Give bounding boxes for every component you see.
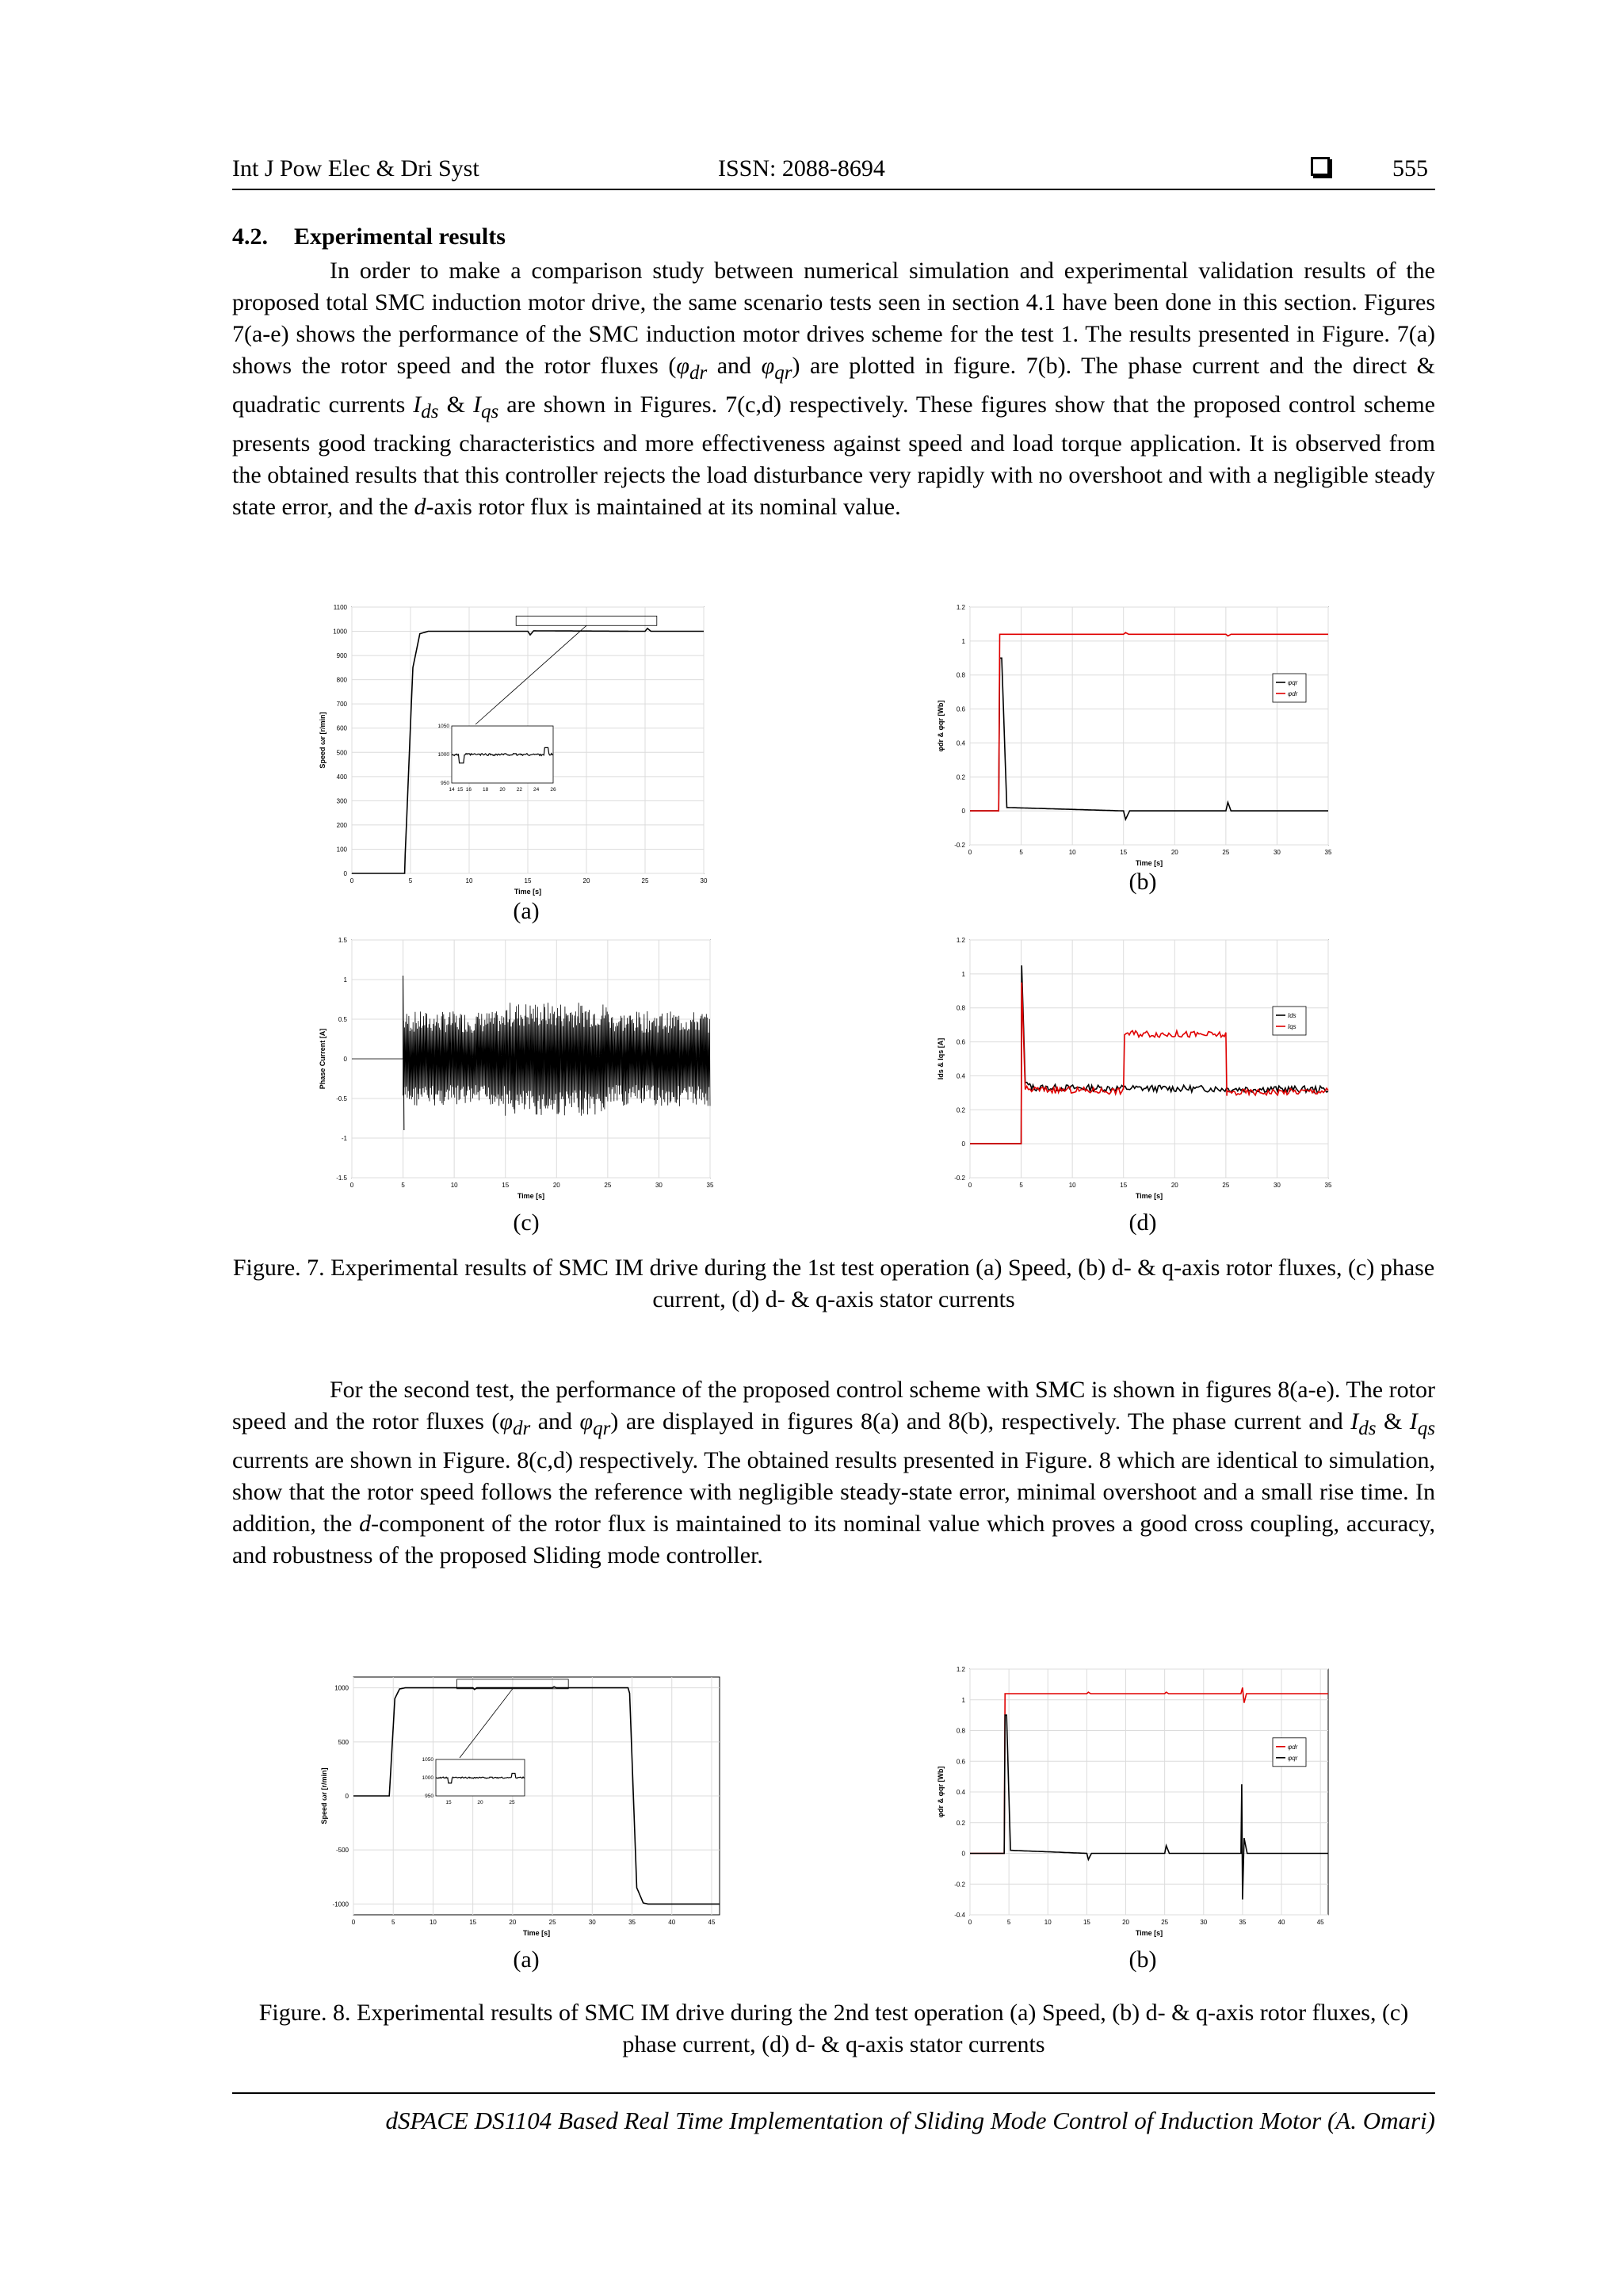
x-tick-label: 20 [509, 1919, 517, 1926]
inset-y-tick-label: 1050 [422, 1757, 433, 1763]
y-tick-label: 1 [961, 970, 965, 978]
inset-x-tick-label: 18 [483, 787, 489, 793]
inset-x-tick-label: 14 [449, 787, 455, 793]
paragraph-2 [232, 1374, 1435, 1572]
x-tick-label: 20 [1170, 849, 1178, 856]
x-axis-label: Time [s] [522, 1929, 551, 1937]
x-tick-label: 20 [552, 1182, 560, 1189]
x-axis-label: Time [s] [1135, 859, 1163, 867]
fig7c-phase-current-chart [317, 935, 721, 1205]
legend-entry: φdr [1288, 1743, 1298, 1751]
x-tick-label: 10 [1068, 1182, 1076, 1189]
y-tick-label: 0.6 [956, 1038, 965, 1046]
section-heading [232, 223, 506, 250]
y-tick-label: -0.5 [336, 1095, 347, 1102]
checkbox-glyph-icon [1311, 157, 1330, 176]
x-tick-label: 10 [1068, 849, 1076, 856]
x-axis-label: Time [s] [514, 888, 542, 896]
y-tick-label: 0 [343, 1056, 347, 1063]
legend-box [1273, 1007, 1306, 1035]
y-tick-label: -0.2 [954, 1175, 965, 1182]
x-tick-label: 40 [668, 1919, 676, 1926]
fig7a-speed-chart [317, 602, 713, 904]
fig7-label-c: (c) [513, 1209, 540, 1236]
x-tick-label: 0 [349, 1182, 354, 1189]
y-tick-label: 0.8 [956, 1004, 965, 1012]
x-tick-label: 45 [708, 1919, 716, 1926]
legend-entry: Iqs [1288, 1023, 1296, 1030]
fig7-label-b: (b) [1128, 869, 1157, 895]
y-tick-label: 1.2 [956, 1666, 965, 1673]
x-tick-label: 0 [351, 1919, 356, 1926]
x-tick-label: 25 [641, 877, 649, 884]
x-tick-label: 30 [1200, 1919, 1208, 1926]
x-tick-label: 20 [1122, 1919, 1129, 1926]
x-tick-label: 35 [1239, 1919, 1247, 1926]
y-tick-label: -0.4 [954, 1912, 965, 1919]
x-tick-label: 5 [391, 1919, 395, 1926]
iqs-symbol: $I_{qs}$ [472, 392, 499, 422]
y-tick-label: 1.5 [338, 937, 347, 944]
x-tick-label: 25 [1222, 1182, 1230, 1189]
y-tick-label: 0 [343, 870, 347, 877]
y-tick-label: 1 [961, 1696, 965, 1704]
iqs-symbol-2: $I_{qs}$ [1409, 1408, 1436, 1439]
para2-text-a: For the second test, the performance of the proposed control scheme with SMC is shown in figures 8(a-e). The rotor speed and the rotor fluxes ( [232, 1377, 1435, 1435]
y-tick-label: 600 [336, 724, 347, 732]
x-tick-label: 10 [465, 877, 473, 884]
page-number: 555 [1392, 155, 1428, 181]
x-tick-label: 0 [968, 1182, 972, 1189]
section-title: Experimental results [294, 223, 506, 250]
x-tick-label: 25 [604, 1182, 612, 1189]
fig7-caption: Figure. 7. Experimental results of SMC IM drive during the 1st test operation (a) Speed, (b) d- & q-axis rotor fluxes, (c) phase current, (d) d- & q-axis stator currents [232, 1255, 1435, 1312]
y-tick-label: 0.4 [956, 1072, 965, 1080]
x-tick-label: 30 [655, 1182, 663, 1189]
y-tick-label: 0.8 [956, 671, 965, 679]
x-tick-label: 15 [469, 1919, 477, 1926]
inset-x-tick-label: 20 [499, 787, 506, 793]
fig8b-rotor-flux-chart [935, 1664, 1339, 1942]
y-tick-label: 0.2 [956, 1819, 965, 1827]
fig7b-rotor-flux-chart [935, 602, 1339, 872]
legend-box [1273, 674, 1306, 702]
y-tick-label: 300 [336, 797, 347, 805]
y-tick-label: 0.2 [956, 1106, 965, 1114]
d-component-italic: d [359, 1511, 372, 1537]
y-axis-label: φdr & φqr [Wb] [937, 1766, 945, 1818]
x-tick-label: 5 [1006, 1919, 1011, 1926]
y-tick-label: 1100 [333, 604, 347, 611]
x-axis-label: Time [s] [517, 1192, 545, 1200]
y-tick-label: 0.6 [956, 705, 965, 713]
para2-text-c: ) are displayed in figures 8(a) and 8(b), respectively. The phase current and [610, 1408, 1351, 1435]
fig8-label-a: (a) [513, 1946, 540, 1973]
para1-text-b: and [707, 353, 762, 379]
x-tick-label: 30 [588, 1919, 596, 1926]
y-tick-label: -0.2 [954, 842, 965, 849]
running-footer: dSPACE DS1104 Based Real Time Implementation of Sliding Mode Control of Induction Motor (A. Omari) [385, 2107, 1435, 2134]
legend-entry: Ids [1288, 1012, 1296, 1019]
fig7d-stator-current-chart [935, 935, 1339, 1205]
plot-area [970, 607, 1328, 845]
x-tick-label: 0 [349, 877, 354, 884]
y-axis-label: Speed ωr [r/min] [319, 712, 327, 769]
x-tick-label: 35 [706, 1182, 714, 1189]
x-tick-label: 10 [429, 1919, 437, 1926]
inset-y-tick-label: 950 [441, 781, 449, 786]
x-tick-label: 30 [700, 877, 708, 884]
para1-text-e: are shown in Figures. 7(c,d) respectively. These figures show that the proposed control scheme presents good tracking characteristics and more effectiveness against speed and load torque application. It is observed from the obtained results that this controller rejects the load disturbance very rapidly with no overshoot and with a negligible steady state error, and the [232, 392, 1435, 520]
phi-dr-symbol: $\varphi_{dr}$ [676, 353, 708, 384]
fig8a-speed-chart [317, 1672, 729, 1942]
x-tick-label: 5 [1019, 849, 1023, 856]
x-tick-label: 25 [1161, 1919, 1169, 1926]
phi-qr-symbol: $\varphi_{qr}$ [761, 353, 792, 384]
inset-y-tick-label: 1000 [437, 752, 449, 758]
inset-x-tick-label: 16 [465, 787, 472, 793]
legend-box [1273, 1738, 1306, 1767]
fig8-label-b: (b) [1128, 1946, 1157, 1973]
x-tick-label: 15 [1083, 1919, 1090, 1926]
para1-text-d: & [438, 392, 473, 418]
x-tick-label: 35 [1324, 849, 1332, 856]
para2-text-e: currents are shown in Figure. 8(c,d) respectively. The obtained results presented in Figure. 8 which are identical to simulation, show that the rotor speed follows the reference with negligible steady-state error, minimal overshoot and a small rise time. In addition, the [232, 1447, 1435, 1537]
d-axis-italic: d [414, 494, 426, 520]
x-tick-label: 35 [628, 1919, 636, 1926]
ids-symbol-2: $I_{ds}$ [1350, 1408, 1377, 1439]
x-tick-label: 15 [524, 877, 532, 884]
y-axis-label: Phase Current [A] [319, 1028, 327, 1090]
para1-text-c: ) are plotted in figure. 7(b). The phase current and the direct & quadratic currents [232, 353, 1435, 418]
legend-entry: φqr [1288, 679, 1298, 686]
y-tick-label: 0.4 [956, 1789, 965, 1796]
inset-y-tick-label: 1050 [437, 724, 449, 729]
fig7-label-d: (d) [1128, 1209, 1157, 1236]
running-header-journal: Int J Pow Elec & Dri Syst [232, 155, 479, 181]
running-header-issn: ISSN: 2088-8694 [718, 155, 885, 181]
y-tick-label: 0.4 [956, 739, 965, 747]
inset-x-tick-label: 25 [509, 1800, 515, 1805]
x-tick-label: 15 [1120, 849, 1128, 856]
y-tick-label: 0 [345, 1793, 349, 1800]
inset-x-tick-label: 26 [550, 787, 556, 793]
y-tick-label: -1000 [332, 1901, 349, 1908]
x-tick-label: 40 [1277, 1919, 1285, 1926]
inset-x-tick-label: 22 [516, 787, 522, 793]
x-tick-label: 5 [408, 877, 413, 884]
para1-text-f: -axis rotor flux is maintained at its nominal value. [426, 494, 901, 520]
inset-x-tick-label: 15 [457, 787, 464, 793]
y-tick-label: -500 [335, 1847, 349, 1855]
y-tick-label: 0.2 [956, 774, 965, 781]
x-tick-label: 15 [502, 1182, 510, 1189]
phi-qr-symbol-2: $\varphi_{qr}$ [579, 1408, 611, 1439]
x-tick-label: 5 [1019, 1182, 1023, 1189]
y-tick-label: -1.5 [336, 1175, 347, 1182]
inset-y-tick-label: 950 [425, 1794, 433, 1799]
y-axis-label: Speed ωr [r/min] [320, 1767, 328, 1824]
y-tick-label: 500 [336, 749, 347, 757]
y-tick-label: 1 [343, 976, 347, 984]
y-tick-label: 100 [336, 846, 347, 854]
inset-x-tick-label: 24 [533, 787, 540, 793]
y-tick-label: 0.8 [956, 1727, 965, 1735]
x-axis-label: Time [s] [1135, 1192, 1163, 1200]
y-tick-label: 0 [961, 808, 965, 816]
x-axis-label: Time [s] [1135, 1929, 1163, 1937]
y-tick-label: 900 [336, 652, 347, 660]
para2-text-f: -component of the rotor flux is maintained to its nominal value which proves a good cross coupling, accuracy, and robustness of the proposed Sliding mode controller. [232, 1511, 1435, 1568]
x-tick-label: 0 [968, 849, 972, 856]
y-axis-label: φdr & φqr [Wb] [937, 700, 945, 752]
y-tick-label: 200 [336, 821, 347, 829]
footer-rule [232, 2092, 1435, 2094]
x-tick-label: 5 [401, 1182, 405, 1189]
y-tick-label: 800 [336, 676, 347, 684]
inset-y-tick-label: 1000 [422, 1775, 433, 1781]
y-tick-label: 1000 [333, 628, 347, 636]
y-axis-label: Ids & Iqs [A] [937, 1037, 945, 1080]
x-tick-label: 30 [1273, 849, 1281, 856]
paragraph-1 [232, 255, 1435, 523]
x-tick-label: 20 [582, 877, 590, 884]
inset-x-tick-label: 20 [477, 1800, 483, 1805]
y-tick-label: 1 [961, 637, 965, 645]
y-tick-label: 500 [338, 1738, 349, 1746]
phi-dr-symbol-2: $\varphi_{dr}$ [499, 1408, 531, 1439]
y-tick-label: 1.2 [956, 937, 965, 944]
para1-text-a: In order to make a comparison study between numerical simulation and experimental validation results of the proposed total SMC induction motor drive, the same scenario tests seen in section 4.1 have been done in this section. Figures 7(a-e) shows the performance of the SMC induction motor drives scheme for the test 1. The results presented in Figure. 7(a) shows the rotor speed and the rotor fluxes ( [232, 258, 1435, 379]
legend-entry: φqr [1288, 1754, 1298, 1762]
y-tick-label: 0.6 [956, 1758, 965, 1766]
x-tick-label: 35 [1324, 1182, 1332, 1189]
x-tick-label: 10 [450, 1182, 458, 1189]
x-tick-label: 30 [1273, 1182, 1281, 1189]
x-tick-label: 15 [1120, 1182, 1128, 1189]
section-number: 4.2. [232, 223, 268, 250]
y-tick-label: 0.5 [338, 1016, 347, 1023]
y-tick-label: -1 [341, 1135, 347, 1142]
y-tick-label: 1000 [334, 1684, 349, 1692]
legend-entry: φdr [1288, 690, 1298, 697]
fig8-caption: Figure. 8. Experimental results of SMC IM drive during the 2nd test operation (a) Speed, (b) d- & q-axis rotor fluxes, (c) phase current, (d) d- & q-axis stator currents [258, 2000, 1409, 2057]
x-tick-label: 45 [1316, 1919, 1324, 1926]
x-tick-label: 20 [1170, 1182, 1178, 1189]
x-tick-label: 25 [1222, 849, 1230, 856]
para2-text-d: & [1376, 1408, 1410, 1435]
ids-symbol: $I_{ds}$ [413, 392, 439, 422]
y-tick-label: 0 [961, 1850, 965, 1858]
x-tick-label: 0 [968, 1919, 972, 1926]
y-tick-label: 0 [961, 1140, 965, 1148]
y-tick-label: 700 [336, 701, 347, 709]
y-tick-label: 1.2 [956, 604, 965, 611]
header-rule [232, 189, 1435, 190]
inset-x-tick-label: 15 [445, 1800, 452, 1805]
y-tick-label: 400 [336, 773, 347, 781]
para2-text-b: and [530, 1408, 580, 1435]
x-tick-label: 10 [1044, 1919, 1052, 1926]
y-tick-label: -0.2 [954, 1881, 965, 1889]
fig7-label-a: (a) [513, 898, 540, 924]
x-tick-label: 25 [548, 1919, 556, 1926]
